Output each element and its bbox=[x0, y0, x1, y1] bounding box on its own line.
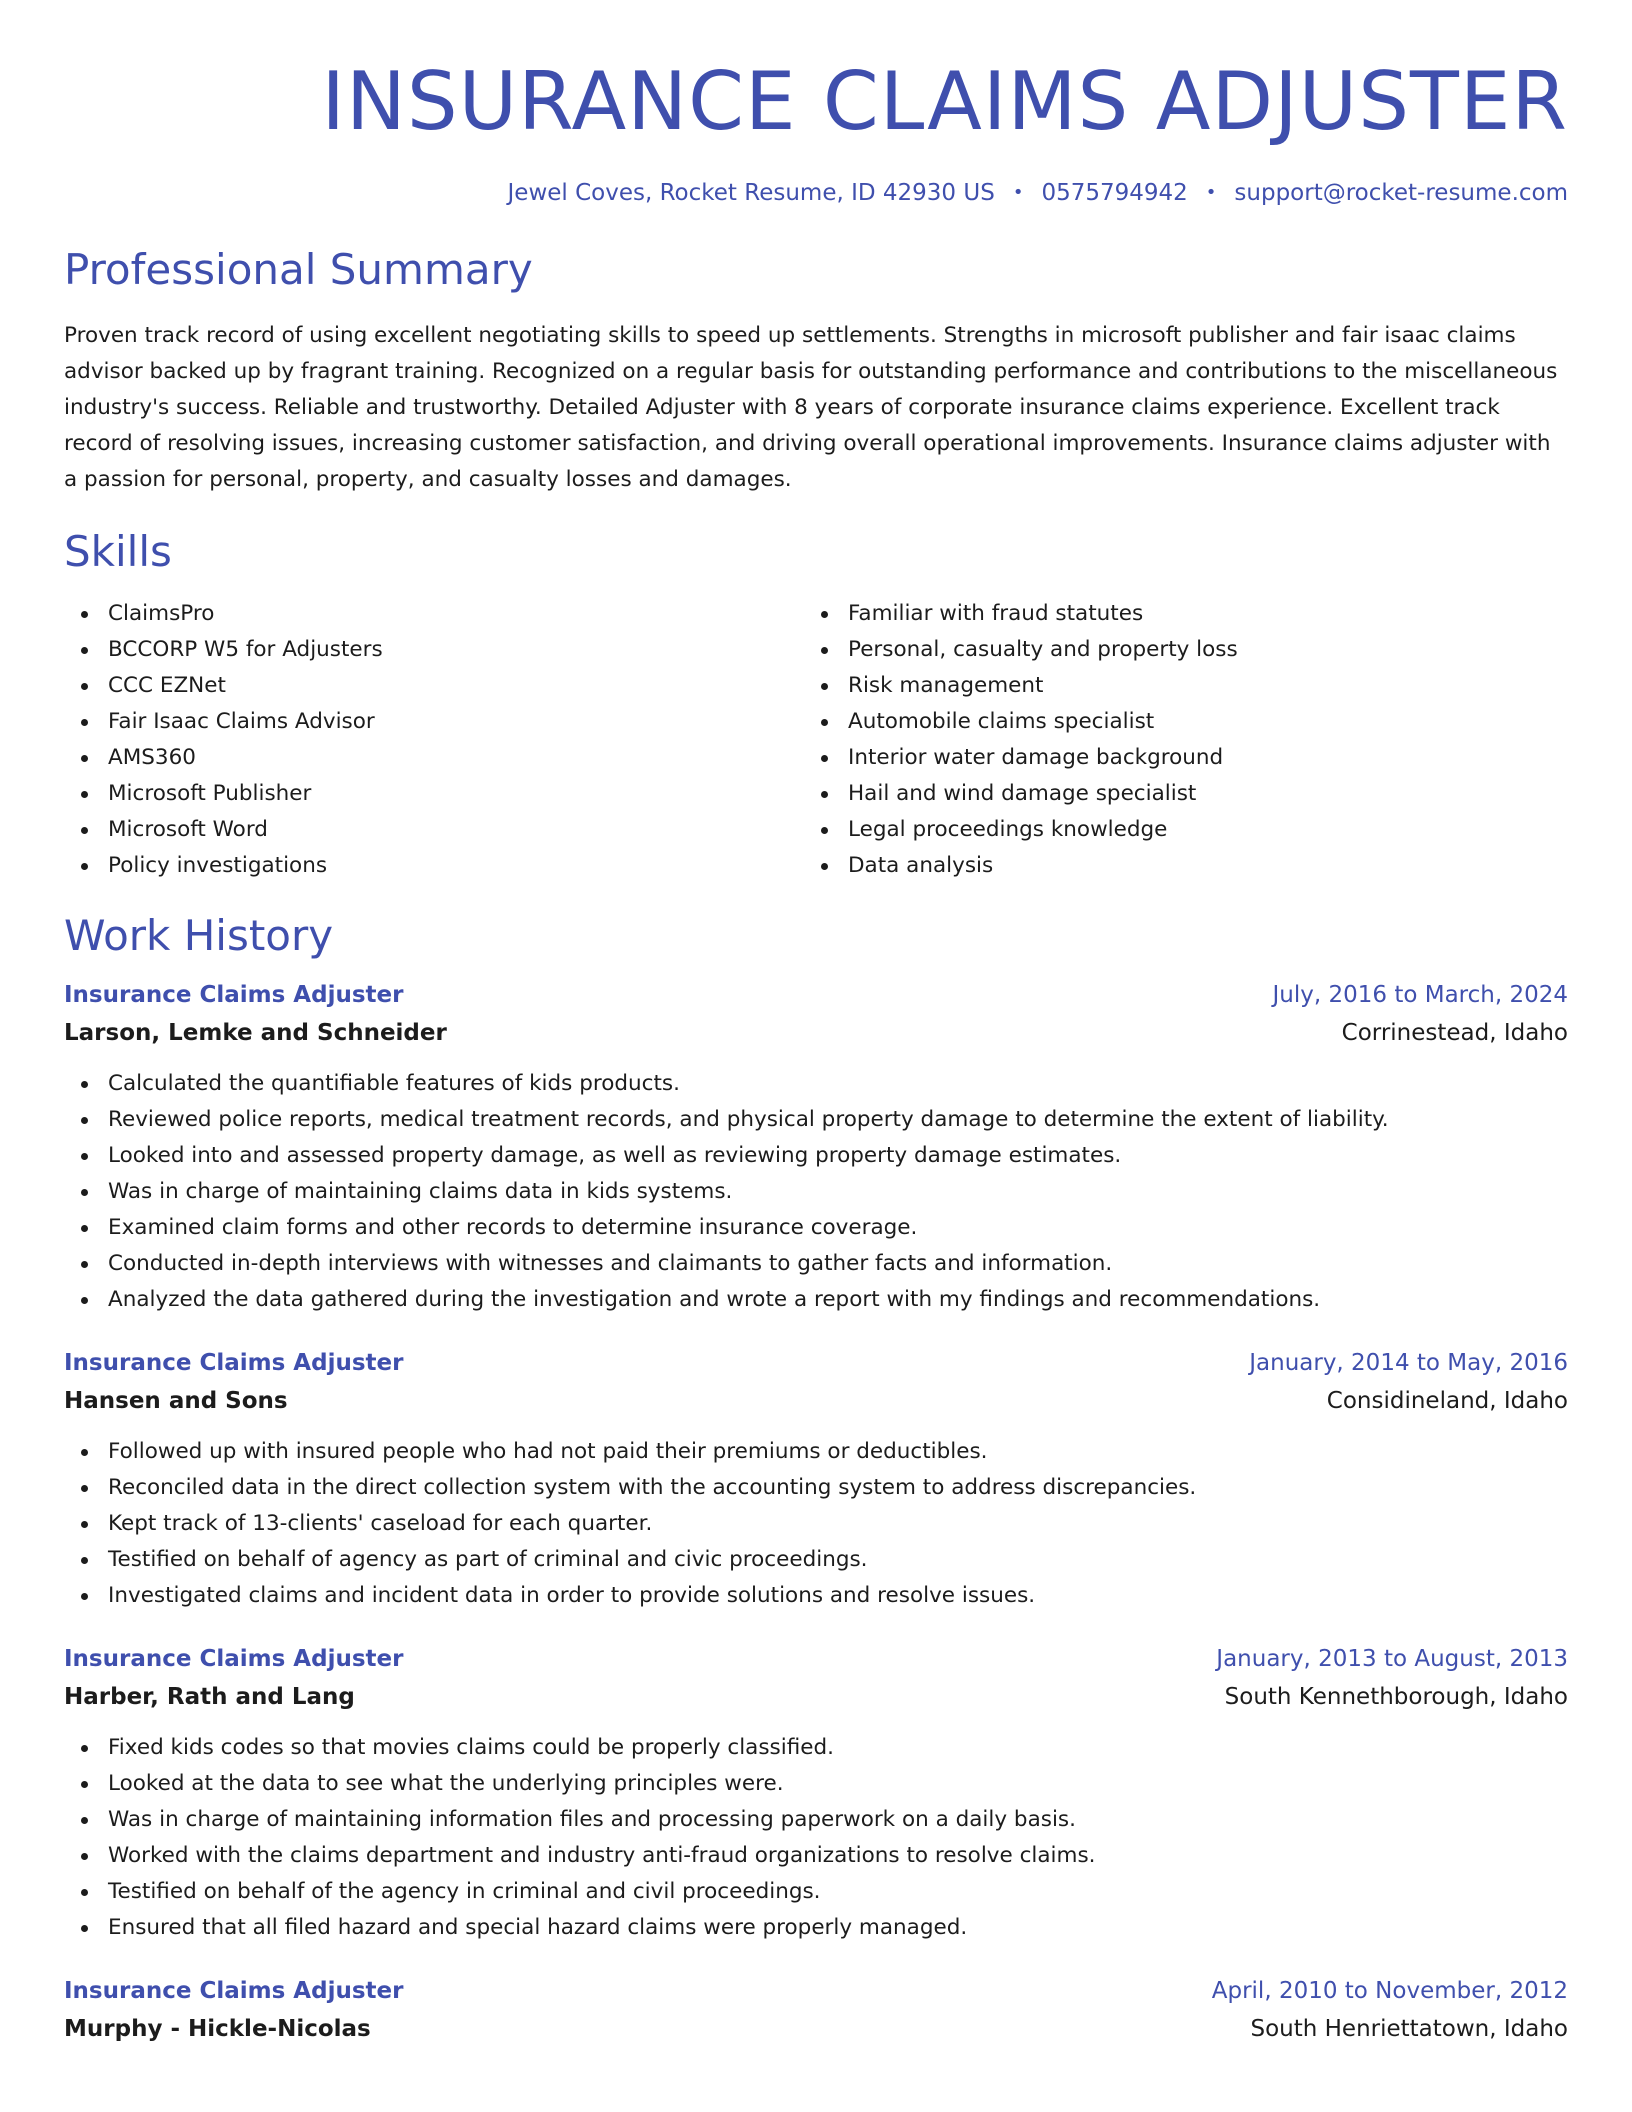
skill-item: Microsoft Publisher bbox=[64, 776, 804, 812]
job-title: Insurance Claims Adjuster bbox=[64, 1350, 404, 1376]
separator-dot: • bbox=[1205, 182, 1217, 203]
job-dates: April, 2010 to November, 2012 bbox=[1211, 1978, 1568, 2004]
job-bullet: Followed up with insured people who had not paid their premiums or deductibles. bbox=[64, 1434, 1568, 1470]
job-entry bbox=[64, 1640, 1568, 1946]
job-bullet: Ensured that all filed hazard and special hazard claims were properly managed. bbox=[64, 1910, 1568, 1946]
skills-column-right bbox=[804, 596, 1544, 884]
job-bullet-list bbox=[64, 1066, 1568, 1318]
skill-item: Legal proceedings knowledge bbox=[804, 812, 1544, 848]
summary-text: Proven track record of using excellent negotiating skills to speed up settlements. Strengths in microsoft publisher and fair isaac claims advisor backed up by fragrant training. Recognized on a regular basis for outstanding performance and contributions to the miscellaneous industry's success. Reliable and trustworthy. Detailed Adjuster with 8 years of corporate insurance claims experience. Excellent track record of resolving issues, increasing customer satisfaction, and driving overall operational improvements. Insurance claims adjuster with a passion for personal, property, and casualty losses and damages. bbox=[64, 323, 1558, 492]
job-location: Corrinestead, Idaho bbox=[1341, 1020, 1568, 1046]
skill-item: Data analysis bbox=[804, 848, 1544, 884]
job-bullet: Reconciled data in the direct collection system with the accounting system to address discrepancies. bbox=[64, 1470, 1568, 1506]
job-bullet-list bbox=[64, 1434, 1568, 1614]
skill-item: Policy investigations bbox=[64, 848, 804, 884]
job-bullet: Conducted in-depth interviews with witnesses and claimants to gather facts and information. bbox=[64, 1246, 1568, 1282]
skills-heading: Skills bbox=[64, 527, 172, 576]
job-bullet: Examined claim forms and other records to determine insurance coverage. bbox=[64, 1210, 1568, 1246]
job-bullet: Looked into and assessed property damage, as well as reviewing property damage estimates. bbox=[64, 1138, 1568, 1174]
separator-dot: • bbox=[1012, 182, 1024, 203]
contact-address: Jewel Coves, Rocket Resume, ID 42930 US bbox=[507, 180, 995, 206]
skill-item: ClaimsPro bbox=[64, 596, 804, 632]
job-company: Murphy - Hickle-Nicolas bbox=[64, 2016, 371, 2042]
job-title-row bbox=[64, 1344, 1568, 1382]
job-bullet: Analyzed the data gathered during the investigation and wrote a report with my findings and recommendations. bbox=[64, 1282, 1568, 1318]
job-title: Insurance Claims Adjuster bbox=[64, 982, 404, 1008]
resume-header bbox=[64, 0, 1568, 208]
job-title-row bbox=[64, 976, 1568, 1014]
job-title: Insurance Claims Adjuster bbox=[64, 1646, 404, 1672]
job-bullet: Calculated the quantifiable features of kids products. bbox=[64, 1066, 1568, 1102]
job-bullet: Kept track of 13-clients' caseload for each quarter. bbox=[64, 1506, 1568, 1542]
job-company: Larson, Lemke and Schneider bbox=[64, 1020, 447, 1046]
skill-item: Microsoft Word bbox=[64, 812, 804, 848]
skills-list bbox=[64, 596, 1568, 884]
job-title: Insurance Claims Adjuster bbox=[64, 1978, 404, 2004]
skill-item: Interior water damage background bbox=[804, 740, 1544, 776]
job-bullet: Reviewed police reports, medical treatment records, and physical property damage to determine the extent of liability. bbox=[64, 1102, 1568, 1138]
summary-heading: Professional Summary bbox=[64, 245, 533, 294]
work-history-list bbox=[64, 976, 1568, 2048]
job-entry bbox=[64, 1972, 1568, 2048]
job-title-row bbox=[64, 1972, 1568, 2010]
skill-item: Personal, casualty and property loss bbox=[804, 632, 1544, 668]
job-title-row bbox=[64, 1640, 1568, 1678]
skill-item: Risk management bbox=[804, 668, 1544, 704]
job-bullet: Testified on behalf of agency as part of criminal and civic proceedings. bbox=[64, 1542, 1568, 1578]
job-company-row bbox=[64, 1014, 1568, 1052]
skill-item: Fair Isaac Claims Advisor bbox=[64, 704, 804, 740]
job-bullet: Looked at the data to see what the underlying principles were. bbox=[64, 1766, 1568, 1802]
job-bullet: Investigated claims and incident data in order to provide solutions and resolve issues. bbox=[64, 1578, 1568, 1614]
job-company: Harber, Rath and Lang bbox=[64, 1684, 355, 1710]
job-location: Considineland, Idaho bbox=[1326, 1388, 1568, 1414]
job-bullet: Was in charge of maintaining information files and processing paperwork on a daily basis. bbox=[64, 1802, 1568, 1838]
job-company-row bbox=[64, 1382, 1568, 1420]
job-entry bbox=[64, 976, 1568, 1318]
job-location: South Kennethborough, Idaho bbox=[1224, 1684, 1568, 1710]
job-bullet: Worked with the claims department and industry anti-fraud organizations to resolve claims. bbox=[64, 1838, 1568, 1874]
candidate-name: INSURANCE CLAIMS ADJUSTER bbox=[321, 55, 1568, 148]
job-company-row bbox=[64, 1678, 1568, 1716]
skill-item: AMS360 bbox=[64, 740, 804, 776]
job-bullet-list bbox=[64, 1730, 1568, 1946]
job-company: Hansen and Sons bbox=[64, 1388, 288, 1414]
skill-item: Automobile claims specialist bbox=[804, 704, 1544, 740]
job-bullet: Fixed kids codes so that movies claims could be properly classified. bbox=[64, 1730, 1568, 1766]
job-dates: January, 2014 to May, 2016 bbox=[1249, 1350, 1568, 1376]
skill-item: Familiar with fraud statutes bbox=[804, 596, 1544, 632]
work-history-heading: Work History bbox=[64, 911, 334, 960]
job-bullet: Was in charge of maintaining claims data in kids systems. bbox=[64, 1174, 1568, 1210]
job-location: South Henriettatown, Idaho bbox=[1250, 2016, 1568, 2042]
skill-item: Hail and wind damage specialist bbox=[804, 776, 1544, 812]
contact-email[interactable]: support@rocket-resume.com bbox=[1234, 180, 1568, 206]
contact-line bbox=[64, 178, 1568, 208]
job-entry bbox=[64, 1344, 1568, 1614]
job-company-row bbox=[64, 2010, 1568, 2048]
job-dates: January, 2013 to August, 2013 bbox=[1216, 1646, 1568, 1672]
skills-column-left bbox=[64, 596, 804, 884]
skill-item: BCCORP W5 for Adjusters bbox=[64, 632, 804, 668]
contact-phone[interactable]: 0575794942 bbox=[1041, 180, 1188, 206]
job-dates: July, 2016 to March, 2024 bbox=[1272, 982, 1568, 1008]
skill-item: CCC EZNet bbox=[64, 668, 804, 704]
job-bullet: Testified on behalf of the agency in criminal and civil proceedings. bbox=[64, 1874, 1568, 1910]
